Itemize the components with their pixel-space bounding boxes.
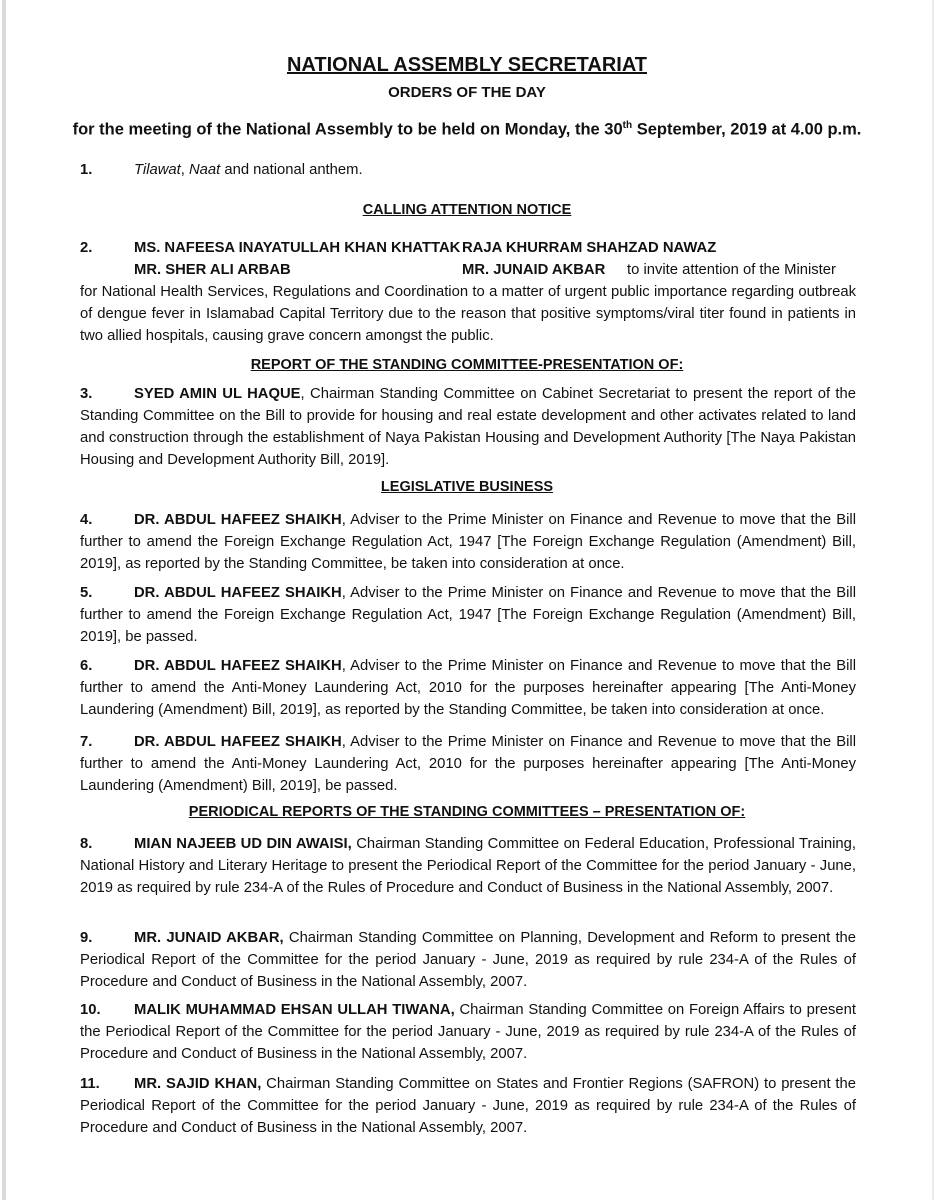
order-item-7: 7. DR. ABDUL HAFEEZ SHAIKH, Adviser to the Prime Minister on Finance and Revenue to move that the Bill further to amend the Anti-Money Laundering Act, 2010 for the purposes hereinafter appearing [The Anti-Money Laundering (Amendment) Bill, 2019], be passed. — [80, 734, 856, 794]
order-item-11: 11. MR. SAJID KHAN, Chairman Standing Committee on States and Frontier Regions (SAFRON) to present the Periodical Report of the Committee for the period January - June, 2019 as required by rule 234-A of the Rules of Procedure and Conduct of Business in the National Assembly, 2007. — [80, 1076, 857, 1136]
order-item-4: 4. DR. ABDUL HAFEEZ SHAIKH, Adviser to the Prime Minister on Finance and Revenue to move that the Bill further to amend the Foreign Exchange Regulation Act, 1947 [The Foreign Exchange Regulation (Amendment) Bill, 2019], as reported by the Standing Committee, be taken into consideration at once. — [80, 512, 856, 572]
section-heading-report: REPORT OF THE STANDING COMMITTEE-PRESENTATION OF: — [250, 357, 684, 373]
member-name: MS. NAFEESA INAYATULLAH KHAN KHATTAK — [134, 240, 461, 256]
document-title: NATIONAL ASSEMBLY SECRETARIAT — [286, 54, 648, 76]
section-heading-calling-attention: CALLING ATTENTION NOTICE — [362, 202, 572, 218]
order-item-5: 5. DR. ABDUL HAFEEZ SHAIKH, Adviser to the Prime Minister on Finance and Revenue to move that the Bill further to amend the Foreign Exchange Regulation Act, 1947 [The Foreign Exchange Regulation (Amendment) Bill, 2019], be passed. — [80, 585, 856, 645]
member-name: MR. SHER ALI ARBAB — [134, 262, 291, 278]
page-left-edge — [2, 0, 6, 1200]
order-item-9: 9. MR. JUNAID AKBAR, Chairman Standing Committee on Planning, Development and Reform to present the Periodical Report of the Committee for the period January - June, 2019 as required by rule 234-A of the Rules of Procedure and Conduct of Business in the National Assembly, 2007. — [80, 930, 857, 990]
item-2-text: for National Health Services, Regulations and Coordination to a matter of urgent public importance regarding outbreak of dengue fever in Islamabad Capital Territory due to the reason that positive symptoms/viral titer found in patients in two allied hospitals, causing grave concern amongst the public. — [80, 284, 856, 344]
order-item-10: 10. MALIK MUHAMMAD EHSAN ULLAH TIWANA, Chairman Standing Committee on Foreign Affairs to present the Periodical Report of the Committee for the period January - June, 2019 as required by rule 234-A of the Rules of Procedure and Conduct of Business in the National Assembly, 2007. — [80, 1002, 856, 1062]
member-name: RAJA KHURRAM SHAHZAD NAWAZ — [462, 240, 717, 256]
section-heading-periodical: PERIODICAL REPORTS OF THE STANDING COMMITTEES – PRESENTATION OF: — [188, 804, 746, 820]
item-number: 1. — [80, 162, 93, 178]
order-item-6: 6. DR. ABDUL HAFEEZ SHAIKH, Adviser to the Prime Minister on Finance and Revenue to move that the Bill further to amend the Anti-Money Laundering Act, 2010 for the purposes hereinafter appearing [The Anti-Money Laundering (Amendment) Bill, 2019], as reported by the Standing Committee, be taken into consideration at once. — [80, 658, 856, 718]
item-number: 2. — [80, 240, 93, 256]
item-1-text: Tilawat, Naat and national anthem. — [134, 162, 363, 178]
member-name: MR. JUNAID AKBAR — [462, 262, 606, 278]
document-subtitle: ORDERS OF THE DAY — [388, 84, 546, 101]
section-heading-legislative: LEGISLATIVE BUSINESS — [380, 479, 554, 495]
order-item-8: 8. MIAN NAJEEB UD DIN AWAISI, Chairman Standing Committee on Federal Education, Professional Training, National History and Literary Heritage to present the Periodical Report of the Committee for the period January - June, 2019 as required by rule 234-A of the Rules of Procedure and Conduct of Business in the National Assembly, 2007. — [80, 836, 857, 896]
meeting-details: for the meeting of the National Assembly to be held on Monday, the 30th September, 2019 at 4.00 p.m. — [72, 120, 862, 139]
order-item-3: 3. SYED AMIN UL HAQUE, Chairman Standing Committee on Cabinet Secretariat to present the report of the Standing Committee on the Bill to provide for housing and real estate development and other activates related to land and construction through the establishment of Naya Pakistan Housing and Development Authority [The Naya Pakistan Housing and Development Authority Bill, 2019]. — [80, 386, 856, 468]
item-2-text-start: to invite attention of the Minister — [627, 262, 836, 278]
